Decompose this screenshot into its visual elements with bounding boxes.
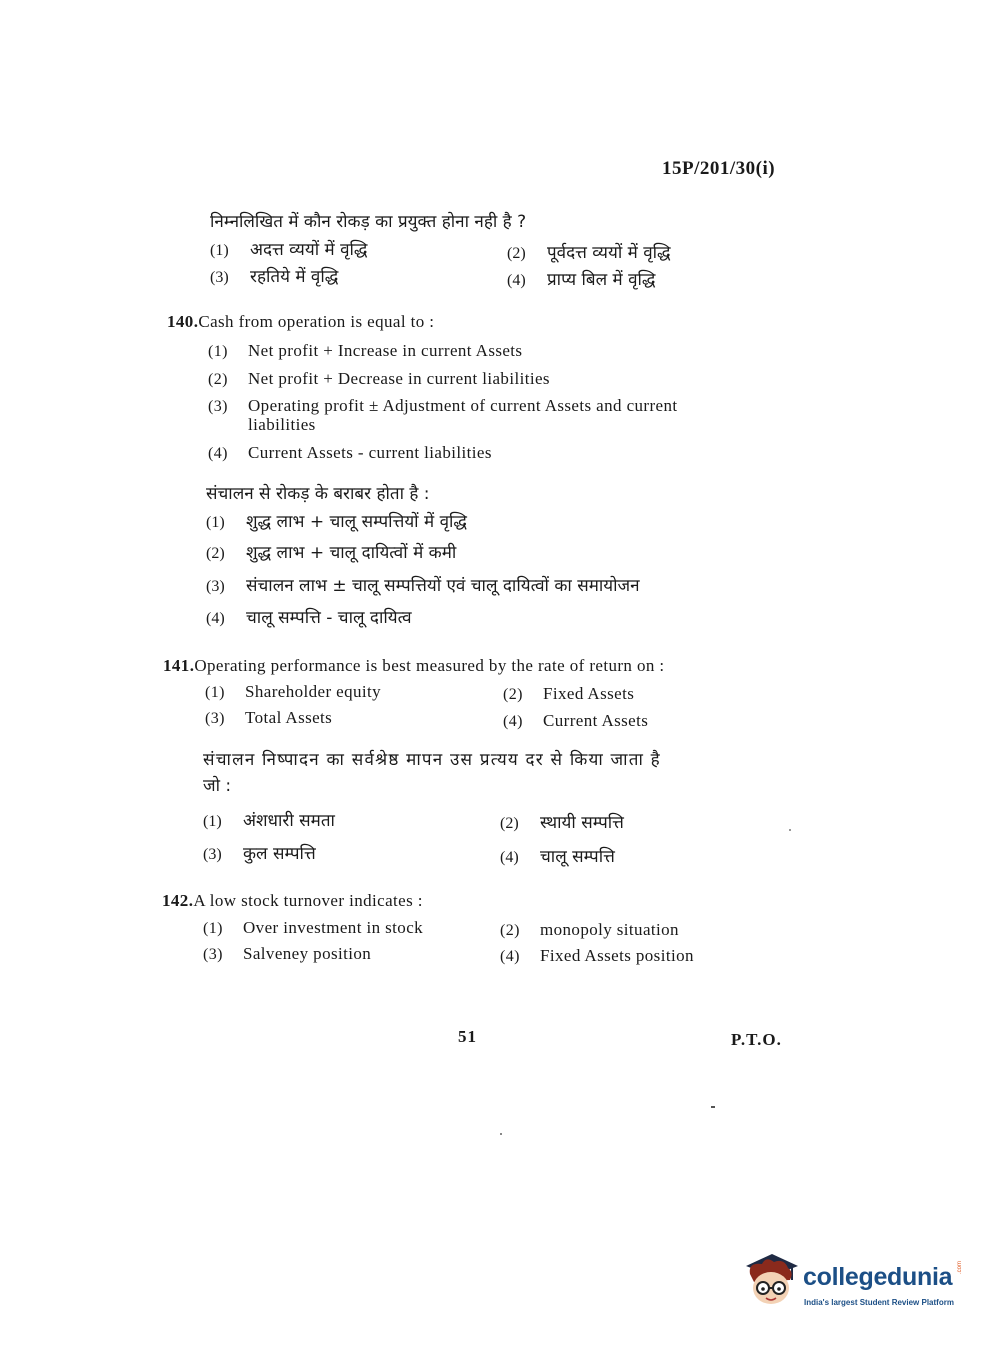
scan-speck <box>789 829 791 831</box>
q142-option-3: (3) Salveney position <box>203 944 372 963</box>
q140-stem: 140.Cash from operation is equal to : <box>167 312 435 331</box>
pto-label: P.T.O. <box>731 1030 782 1049</box>
q139-hindi-option-2: (2) पूर्वदत्त व्ययों में वृद्धि <box>507 243 671 263</box>
page-number: 51 <box>458 1027 477 1046</box>
q140-option-3: (3) Operating profit ± Adjustment of current Assets and current <box>208 396 678 415</box>
q141-number: 141. <box>163 656 195 675</box>
q140-hindi-option-1: (1) शुद्ध लाभ + चालू सम्पत्तियों में वृद्धि <box>206 512 468 532</box>
scan-speck <box>711 1106 715 1108</box>
q141-hindi-option-2: (2) स्थायी सम्पत्ति <box>500 813 624 833</box>
q141-option-1: (1) Shareholder equity <box>205 682 382 701</box>
q142-option-1: (1) Over investment in stock <box>203 918 424 937</box>
collegedunia-logo-text: collegedunia <box>803 1263 953 1291</box>
q141-option-2: (2) Fixed Assets <box>503 684 635 703</box>
q141-hindi-option-3: (3) कुल सम्पत्ति <box>203 844 316 864</box>
q140-number: 140. <box>167 312 199 331</box>
q142-option-2: (2) monopoly situation <box>500 920 679 939</box>
q140-hindi-stem: संचालन से रोकड़ के बराबर होता है : <box>206 484 430 504</box>
q141-hindi-stem: संचालन निष्पादन का सर्वश्रेष्ठ मापन उस प्रत्यय दर से किया जाता है <box>203 750 661 770</box>
q141-hindi-option-4: (4) चालू सम्पत्ति <box>500 847 615 867</box>
q142-option-4: (4) Fixed Assets position <box>500 946 694 965</box>
q141-hindi-stem-continued: जो : <box>203 776 232 796</box>
q139-hindi-stem: निम्नलिखित में कौन रोकड़ का प्रयुक्त होना नही है ? <box>210 212 527 232</box>
q139-hindi-option-4: (4) प्राप्य बिल में वृद्धि <box>507 270 656 290</box>
q142-number: 142. <box>162 891 194 910</box>
q140-option-2: (2) Net profit + Decrease in current liabilities <box>208 369 550 388</box>
collegedunia-mascot-icon <box>742 1252 800 1310</box>
q140-option-1: (1) Net profit + Increase in current Assets <box>208 341 523 360</box>
q140-hindi-option-2: (2) शुद्ध लाभ + चालू दायित्वों में कमी <box>206 543 457 563</box>
collegedunia-tagline: India's largest Student Review Platform <box>804 1298 954 1307</box>
q141-stem: 141.Operating performance is best measured by the rate of return on : <box>163 656 665 675</box>
q140-option-4: (4) Current Assets - current liabilities <box>208 443 492 462</box>
q140-option-3-continued: liabilities <box>248 415 316 434</box>
paper-code: 15P/201/30(i) <box>662 158 776 179</box>
q140-hindi-option-3: (3) संचालन लाभ ± चालू सम्पत्तियों एवं चालू दायित्वों का समायोजन <box>206 576 640 596</box>
q139-hindi-option-1: (1) अदत्त व्ययों में वृद्धि <box>210 240 368 260</box>
q141-option-3: (3) Total Assets <box>205 708 333 727</box>
collegedunia-logo-com: .com <box>957 1260 963 1274</box>
scan-speck <box>500 1133 502 1135</box>
q142-stem: 142.A low stock turnover indicates : <box>162 891 423 910</box>
q139-hindi-option-3: (3) रहतिये में वृद्धि <box>210 267 339 287</box>
q141-hindi-option-1: (1) अंशधारी समता <box>203 811 335 831</box>
q140-hindi-option-4: (4) चालू सम्पत्ति - चालू दायित्व <box>206 608 412 628</box>
q141-option-4: (4) Current Assets <box>503 711 649 730</box>
